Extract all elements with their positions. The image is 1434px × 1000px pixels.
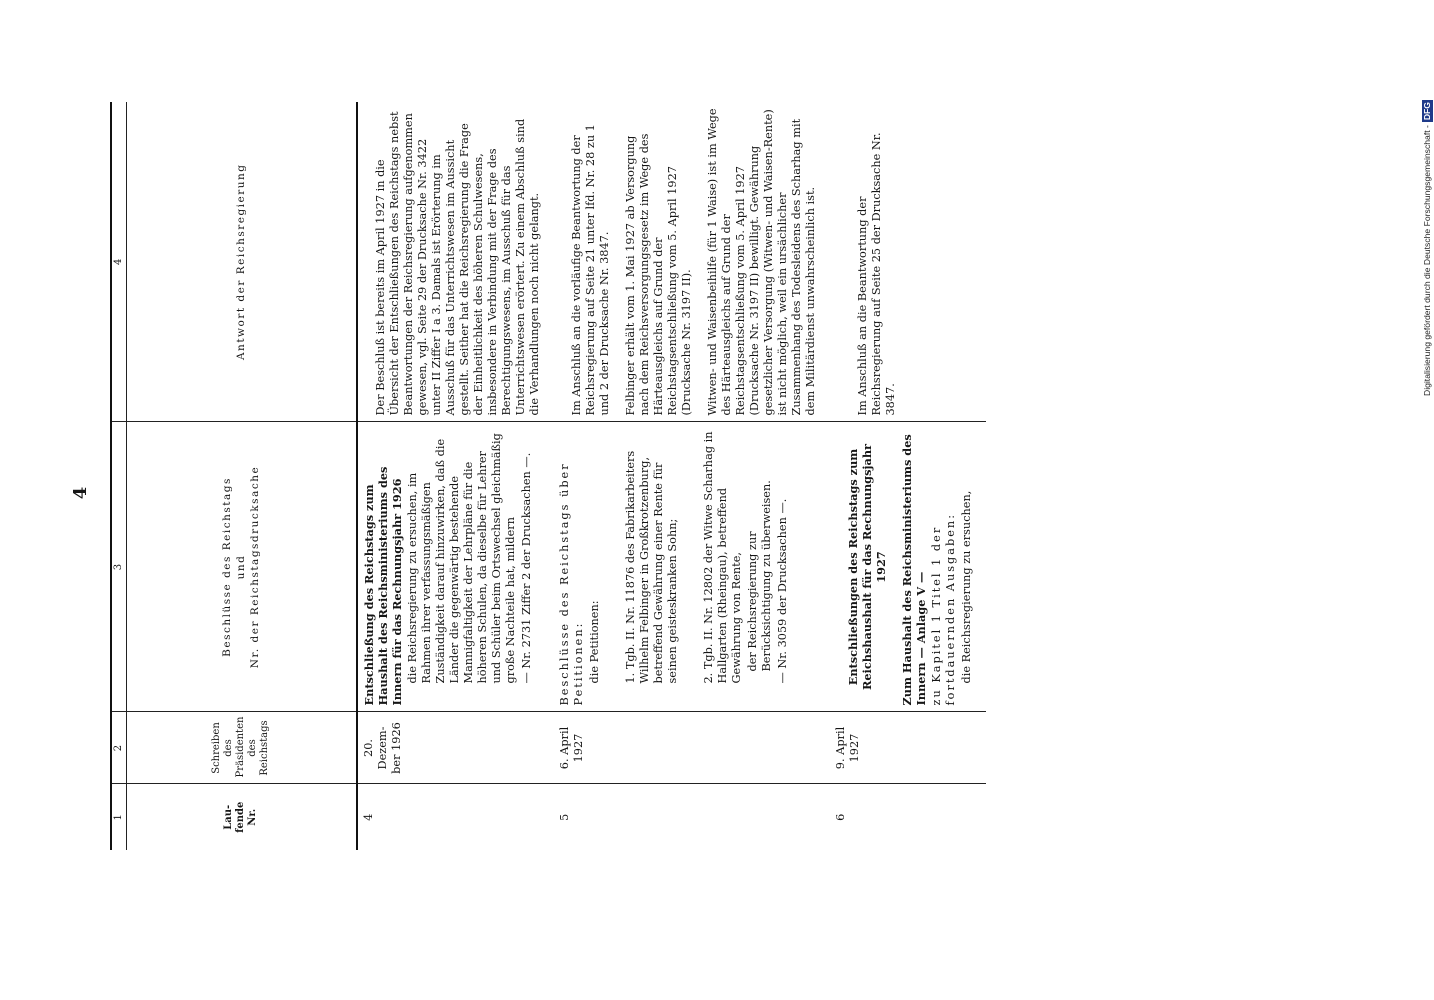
dfg-funding-note: Digitalisierung gefördert durch die Deutsche Forschungsgemeinschaft -DFG [1422,102,1432,396]
government-answer: Der Beschluß ist bereits im April 1927 in die Übersicht der Entschließungen des Reichstags nebst Beantwortungen der Reichsregierung aufgenommen gewesen, vgl. Seite 29 der Drucksache Nr. 3422 unter II Ziffer I a 3. Damals ist Erörterung im Ausschuß für das Unterrichtswesen im Aussicht gestellt. Seither hat die Reichsregierung die Frage der Einheitlichkeit des höheren Schulwesens, insbesondere in Verbindung mit der Frage des Berechtigungswesens, im Ausschuß für das Unterrichtswesen erörtert. Zu einem Abschluß sind die Verhandlungen noch nicht gelangt. [373,111,541,416]
column-number-row [111,102,127,850]
column-number: 3 [111,422,127,712]
row-answer [830,102,986,422]
drucksache-reference: — Nr. 3059 der Drucksachen —. [775,498,789,684]
column-header-row [127,102,357,850]
header-serial-number: Lau- fende Nr. [127,784,357,850]
row-date: 6. April 1927 [554,712,830,784]
petition-item: 1. Tgb. II. Nr. 11876 des Fabrikarbeiters Wilhelm Felbinger in Großkrotzenburg, betreffend Gewährung einer Rente für seinen geisteskranken Sohn; [623,450,679,684]
petition-table [110,102,986,850]
row-date: 20. Dezem- ber 1926 [357,712,554,784]
government-answer: Witwen- und Waisenbeihilfe (für 1 Waise) ist im Wege des Härteausgleichs auf Grund der Reichstagsentschließung vom 5. April 1927 (Drucksache Nr. 3197 II) bewilligt. Gewährung gesetzlicher Versorgung (Witwen- und Waisen-Rente) ist nicht möglich, weil ein ursächlicher Zusammenhang des Todesleidens des Scharhag mit dem Militärdienst unwahrscheinlich ist. [705,108,817,416]
resolution-body: die Reichsregierung zu ersuchen, im Rahmen ihrer verfassungsmäßigen Zuständigkeit darauf hinzuwirken, daß die Länder die gegenwärtig bestehende Mannigfaltigkeit der Lehrpläne für die höheren Schulen, da dieselbe für Lehrer und Schüler beim Ortswechsel gleichmäßig große Nachteile hat, mildern [405,433,517,684]
resolution-title: Entschließungen des Reichstags zum Reichshaushalt für das Rechnungsjahr 1927 [845,444,888,691]
row-number: 4 [361,813,375,821]
table-row [357,102,554,850]
row-number: 6 [833,813,847,821]
preliminary-answer: Im Anschluß an die vorläufige Beantwortung der Reichsregierung auf Seite 21 unter lfd. Nr. 28 zu 1 und 2 der Drucksache Nr. 3847. [569,124,611,416]
resolution-body: die Reichsregierung zu ersuchen, [959,490,973,684]
row-resolution [554,422,830,712]
row-resolution [357,422,554,712]
resolution-title: Entschließung des Reichstags zum Haushalt des Reichsministeriums des Innern für das Rechnungsjahr 1926 [361,466,404,706]
row-answer [554,102,830,422]
table-row [554,102,830,850]
resolution-intro: die Petitionen: [587,600,601,684]
header-resolutions: Beschlüsse des Reichstags und Nr. der Reichstagsdrucksache [127,422,357,712]
dfg-logo: DFG [1422,102,1432,121]
header-government-answer: Antwort der Reichsregierung [127,102,357,422]
government-answer: Felbinger erhält vom 1. Mai 1927 ab Versorgung nach dem Reichsversorgungsgesetz im Wege des Härteausgleichs auf Grund der Reichstagsentschließung vom 5. April 1927 (Drucksache Nr. 3197 II). [623,133,693,416]
petition-item: 2. Tgb. II. Nr. 12802 der Witwe Scharhag in Hallgarten (Rheingau), betreffend Gewährung von Rente, [701,431,743,684]
column-number: 4 [111,102,127,422]
header-letter-of-president: Schreiben des Präsidenten des Reichstags [127,712,357,784]
resolution-subtitle: Zum Haushalt des Reichsministeriums des Innern — Anlage V — [899,434,928,706]
resolution-title: Beschlüsse des Reichstags über Petitionen: [557,462,585,706]
table-row [830,102,986,850]
row-answer [357,102,554,422]
row-resolution [830,422,986,712]
row-date: 9. April 1927 [830,712,986,784]
column-number: 1 [111,784,127,850]
government-answer: Im Anschluß an die Beantwortung der Reichsregierung auf Seite 25 der Drucksache Nr. 3847. [855,132,897,416]
drucksache-reference: — Nr. 2731 Ziffer 2 der Drucksachen —. [519,452,533,684]
row-number: 5 [557,813,571,821]
chapter-reference: zu Kapitel 1 Titel 1 der fortdauernden Ausgaben: [929,512,957,706]
page-number: 4 [70,486,91,500]
petition-decision: der Reichsregierung zur Berücksichtigung zu überweisen. [745,480,773,672]
column-number: 2 [111,712,127,784]
